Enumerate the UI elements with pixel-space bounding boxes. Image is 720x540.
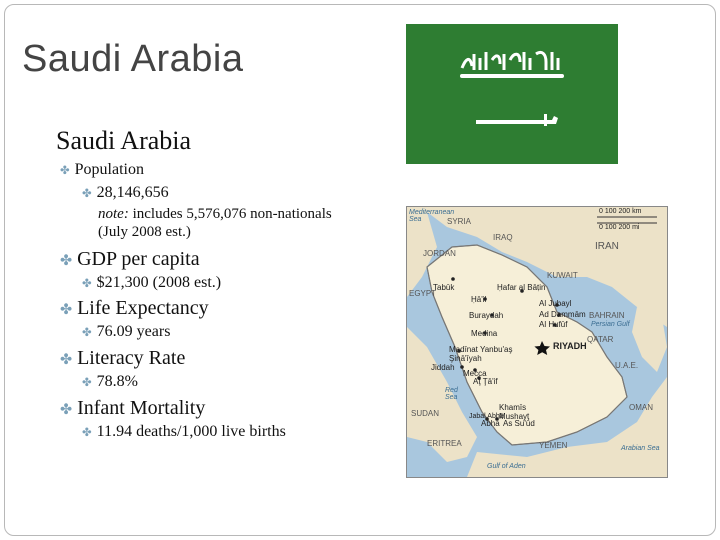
bullet-marker-icon: ✤ <box>60 402 73 418</box>
map-city-jabal-abha: Jabal Abhā <box>469 413 504 420</box>
map-label-syria: SYRIA <box>447 217 472 226</box>
map-city-al-jubayl: Al Jubayl <box>539 299 572 308</box>
bullet-population-label: Population <box>74 161 144 178</box>
map-label-persian-gulf: Persian Gulf <box>591 321 630 328</box>
map-label-iraq: IRAQ <box>493 233 513 242</box>
map-city-yanbu: Madīnat Yanbu'aş Şinā'īyah <box>449 345 513 363</box>
map-label-qatar: QATAR <box>587 335 614 344</box>
map-label-egypt: EGYPT <box>409 289 437 298</box>
bullet-marker-icon: ✤ <box>82 327 92 339</box>
map-city-riyadh: RIYADH <box>553 341 587 351</box>
literacy-value: 78.8% <box>96 373 138 390</box>
bullet-marker-icon: ✤ <box>82 278 92 290</box>
map-label-oman: OMAN <box>629 403 653 412</box>
bullet-marker-icon: ✤ <box>82 188 92 200</box>
bullet-gdp <box>60 248 200 271</box>
flag-emblem-icon <box>406 24 618 164</box>
bullet-gdp-value <box>82 274 221 292</box>
map-label-iran: IRAN <box>595 241 619 252</box>
map-city-mecca: Mecca <box>463 369 487 378</box>
map-label-uae: U.A.E. <box>615 361 639 370</box>
map-label-eritrea: ERITREA <box>427 439 462 448</box>
bullet-literacy-rate <box>60 347 185 370</box>
map-label-gulf-of-aden: Gulf of Aden <box>487 463 526 470</box>
map-label-yemen: YEMEN <box>539 441 568 450</box>
map-city-al-hufuf: Al Hufūf <box>539 320 568 329</box>
map-city-at-taif: Aţ Ţā'if <box>473 377 498 386</box>
bullet-population <box>60 161 144 179</box>
population-value: 28,146,656 <box>96 184 169 201</box>
bullet-marker-icon: ✤ <box>60 352 73 368</box>
map-city-hafar-al-batin: Ḥafar al Bāṭin <box>497 283 546 292</box>
bullet-life-label: Life Expectancy <box>77 297 209 319</box>
map-city-khamis-mushayt: Khamīs Mushayţ <box>499 403 530 421</box>
map-label-kuwait: KUWAIT <box>547 271 578 280</box>
map-label-sudan: SUDAN <box>411 409 440 418</box>
map-city-hail: Ḥā'il <box>471 295 487 304</box>
saudi-flag-image <box>406 24 618 164</box>
population-note <box>98 205 358 241</box>
bullet-infant-mortality <box>60 397 205 420</box>
map-label-arabian-sea: Arabian Sea <box>621 445 660 452</box>
bullet-marker-icon: ✤ <box>60 302 73 318</box>
slide-title: Saudi Arabia <box>22 38 244 80</box>
bullet-marker-icon: ✤ <box>60 165 70 177</box>
map-city-tabuk: Tabūk <box>433 283 455 292</box>
gdp-value: $21,300 (2008 est.) <box>96 274 222 291</box>
content-heading: Saudi Arabia <box>56 126 192 155</box>
infant-value: 11.94 deaths/1,000 live births <box>96 423 286 440</box>
map-city-buraydah: Buraydah <box>469 311 504 320</box>
bullet-gdp-label: GDP per capita <box>77 248 200 270</box>
map-scale-km: 0 100 200 km <box>599 208 642 215</box>
population-note-text: includes 5,576,076 non-nationals (July 2008 est.) <box>98 206 332 240</box>
bullet-infant-label: Infant Mortality <box>77 397 206 419</box>
bullet-life-value <box>82 323 170 341</box>
map-city-ad-dammam: Ad Dammām <box>539 310 586 319</box>
map-label-bahrain: BAHRAIN <box>589 311 625 320</box>
life-value: 76.09 years <box>96 323 171 340</box>
map-label-red-sea: Red Sea <box>445 387 458 401</box>
bullet-literacy-value <box>82 373 138 391</box>
bullet-marker-icon: ✤ <box>82 427 92 439</box>
bullet-literacy-label: Literacy Rate <box>77 347 186 369</box>
bullet-marker-icon: ✤ <box>60 253 73 269</box>
map-scale-mi: 0 100 200 mi <box>599 224 640 231</box>
bullet-population-value <box>82 184 169 202</box>
saudi-map-image <box>406 206 668 478</box>
map-city-abha: Abhā <box>481 419 500 428</box>
map-city-as-suud: As Su'ūd <box>503 419 535 428</box>
population-note-prefix: note: <box>98 206 129 222</box>
bullet-marker-icon: ✤ <box>82 377 92 389</box>
map-city-medina: Medina <box>471 329 498 338</box>
map-label-jordan: JORDAN <box>423 249 456 258</box>
map-label-mediterranean: Mediterranean Sea <box>409 209 455 223</box>
map-city-jiddah: Jiddah <box>431 363 455 372</box>
map-graphic <box>407 207 667 477</box>
bullet-infant-value <box>82 423 286 441</box>
bullet-life-expectancy <box>60 297 209 320</box>
